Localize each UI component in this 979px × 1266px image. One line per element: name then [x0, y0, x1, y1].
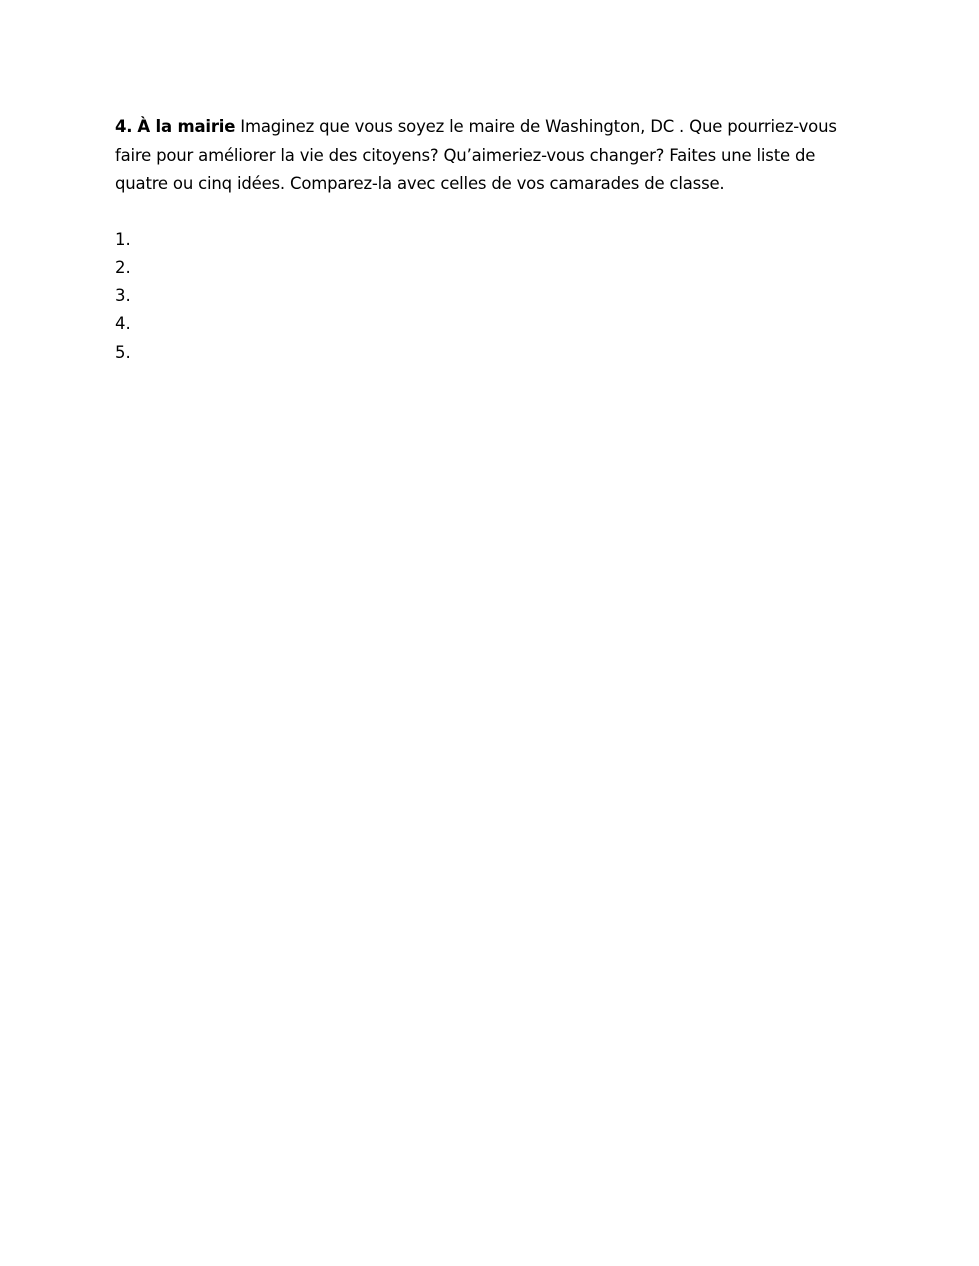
answer-list	[115, 226, 855, 367]
exercise-title: À la mairie	[137, 117, 236, 136]
answer-label: 4.	[115, 314, 131, 334]
answer-label: 2.	[115, 257, 131, 277]
exercise-number: 4.	[115, 117, 133, 136]
answer-item	[115, 254, 855, 282]
answer-item	[115, 310, 855, 338]
exercise-prompt: Imaginez que vous soyez le maire de Washington, DC . Que pourriez-vous faire pour améliorer la vie des citoyens? Qu’aimeriez-vous changer? Faites une liste de quatre ou cinq idées. Comparez-la avec celles de vos camarades de classe.	[115, 117, 837, 193]
answer-item	[115, 282, 855, 310]
answer-item	[115, 226, 855, 254]
answer-label: 1.	[115, 229, 131, 249]
exercise-paragraph	[115, 113, 855, 199]
answer-label: 5.	[115, 342, 131, 362]
answer-item	[115, 339, 855, 367]
document-page	[115, 113, 855, 367]
answer-label: 3.	[115, 286, 131, 306]
